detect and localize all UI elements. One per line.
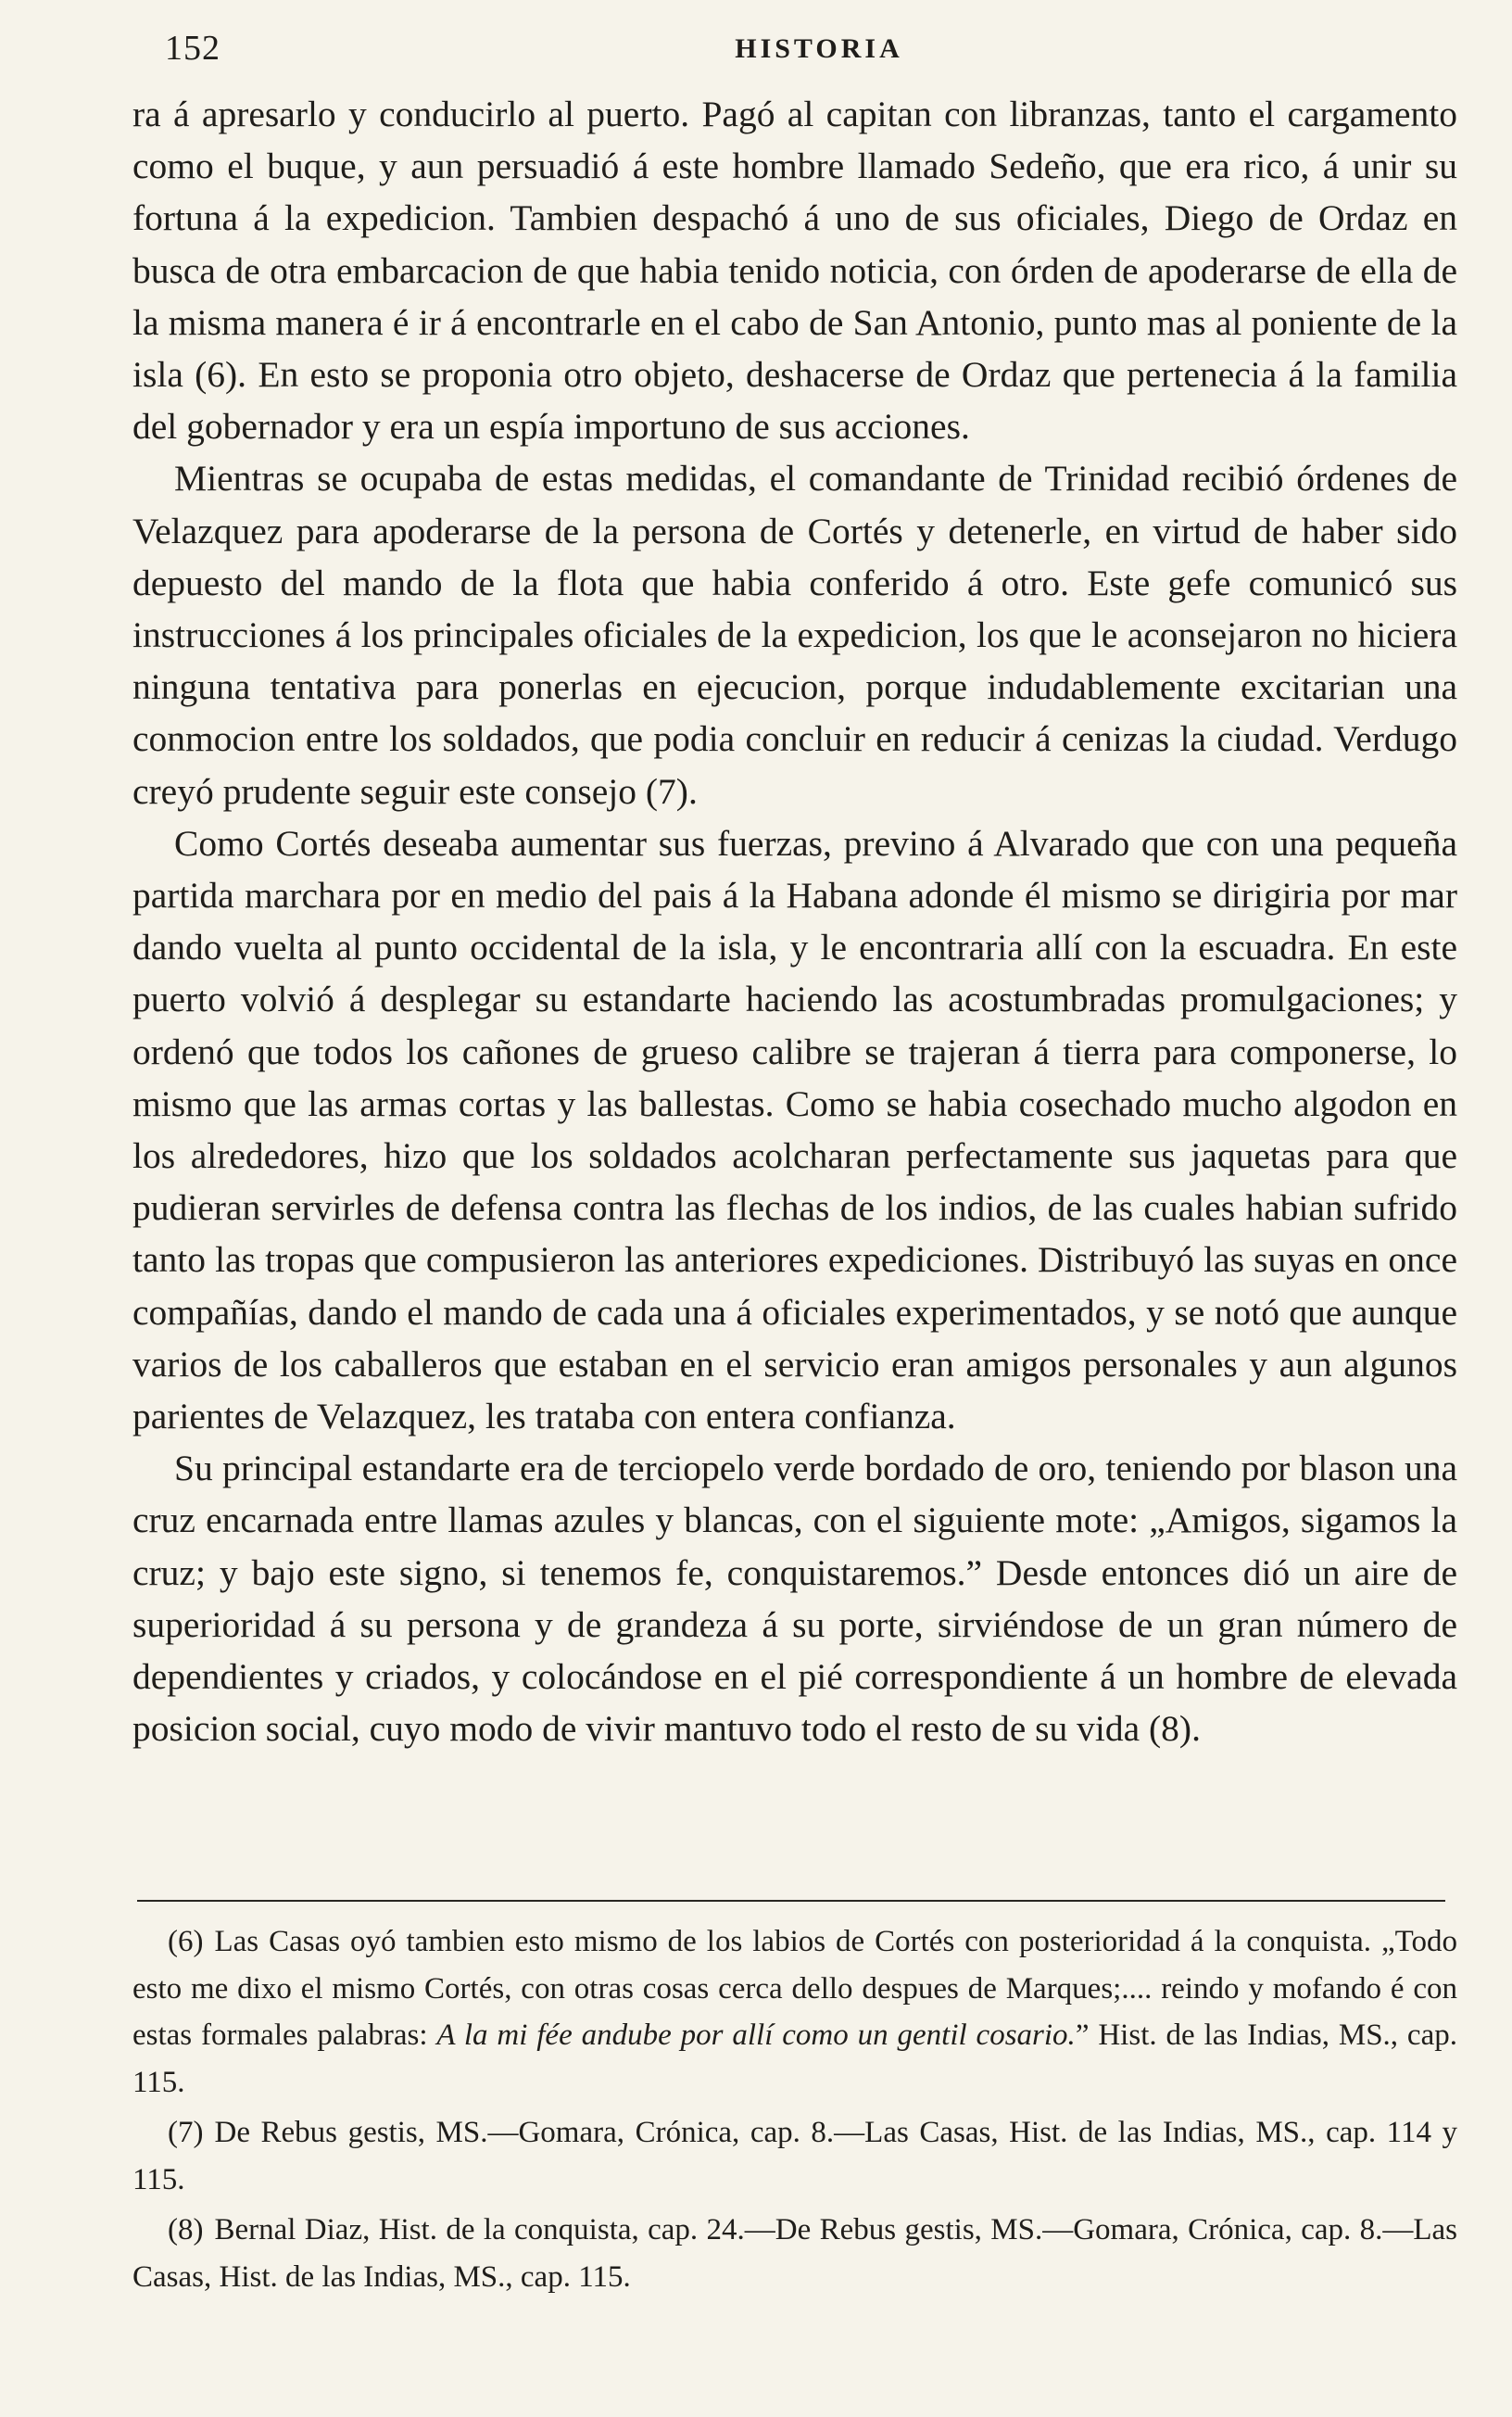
running-head: HISTORIA	[735, 33, 903, 64]
footnote-citation: ” Hist. de las Indias, MS., cap. 115.	[132, 2018, 1457, 2099]
footnote-number: (7)	[168, 2116, 204, 2149]
footnote	[132, 1918, 1457, 2106]
paragraph: ra á apresarlo y conducirlo al puerto. Pagó al capitan con libranzas, tanto el cargamento como el buque, y aun persuadió á este hombre llamado Sedeño, que era rico, á unir su fortuna á la expedicion. Tambien despachó á uno de sus oficiales, Diego de Ordaz en busca de otra embarcacion de que habia tenido noticia, con órden de apoderarse de ella de la misma manera é ir á encontrarle en el cabo de San Antonio, punto mas al poniente de la isla (6). En esto se proponia otro objeto, deshacerse de Ordaz que pertenecia á la familia del gobernador y era un espía importuno de sus acciones.	[132, 94, 1457, 448]
page-number: 152	[165, 29, 220, 68]
footnote	[132, 2109, 1457, 2203]
footnote-divider	[137, 1900, 1445, 1902]
paragraph: Su principal estandarte era de terciopelo verde bordado de oro, teniendo por blason una cruz encarnada entre llamas azules y blancas, con el siguiente mote: „Amigos, sigamos la cruz; y bajo este signo, si tenemos fe, conquistaremos.” Desde entonces dió un aire de superioridad á su persona y de grandeza á su porte, sirviéndose de un gran número de dependientes y criados, y colocándose en el pié correspondiente á un hombre de elevada posicion social, cuyo modo de vivir mantuvo todo el resto de su vida (8).	[132, 1448, 1457, 1750]
footnote-number: (6)	[168, 1925, 204, 1958]
footnote-quote-italic: A la mi fée andube por allí como un gentil cosario.	[436, 2018, 1076, 2052]
footnote-text: Bernal Diaz, Hist. de la conquista, cap. 24.—De Rebus gestis, MS.—Gomara, Crónica, cap. 8.—Las Casas, Hist. de las Indias, MS., cap. 115.	[132, 2213, 1457, 2294]
paragraph: Como Cortés deseaba aumentar sus fuerzas, previno á Alvarado que con una pequeña partida marchara por en medio del pais á la Habana adonde él mismo se dirigiria por mar dando vuelta al punto occidental de la isla, y le encontraria allí con la escuadra. En este puerto volvió á desplegar su estandarte haciendo las acostumbradas promulgaciones; y ordenó que todos los cañones de grueso calibre se trajeran á tierra para componerse, lo mismo que las armas cortas y las ballestas. Como se habia cosechado mucho algodon en los alrededores, hizo que los soldados acolcharan perfectamente sus jaquetas para que pudieran servirles de defensa contra las flechas de los indios, de las cuales habian sufrido tanto las tropas que compusieron las anteriores expediciones. Distribuyó las suyas en once compañías, dando el mando de cada una á oficiales experimentados, y se notó que aunque varios de los caballeros que estaban en el servicio eran amigos personales y aun algunos parientes de Velazquez, les trataba con entera confianza.	[132, 822, 1457, 1437]
footnote-text: Las Casas oyó tambien esto mismo de los labios de Cortés con posterioridad á la conquista. „Todo esto me dixo el mismo Cortés, con otras cosas cerca dello despues de Marques;.... reindo y mofando é con estas formales palabras:	[132, 1925, 1457, 2052]
footnotes	[132, 1918, 1457, 2304]
footnote-text: De Rebus gestis, MS.—Gomara, Crónica, cap. 8.—Las Casas, Hist. de las Indias, MS., cap. 114 y 115.	[132, 2116, 1457, 2196]
paragraph: Mientras se ocupaba de estas medidas, el comandante de Trinidad recibió órdenes de Velazquez para apoderarse de la persona de Cortés y detenerle, en virtud de haber sido depuesto del mando de la flota que habia conferido á otro. Este gefe comunicó sus instrucciones á los principales oficiales de la expedicion, los que le aconsejaron no hiciera ninguna tentativa para ponerlas en ejecucion, porque indudablemente excitarian una conmocion entre los soldados, que podia concluir en reducir á cenizas la ciudad. Verdugo creyó prudente seguir este consejo (7).	[132, 458, 1457, 812]
body-text	[132, 88, 1457, 1755]
footnote	[132, 2207, 1457, 2300]
footnote-number: (8)	[168, 2213, 204, 2246]
page-header	[165, 28, 1473, 74]
